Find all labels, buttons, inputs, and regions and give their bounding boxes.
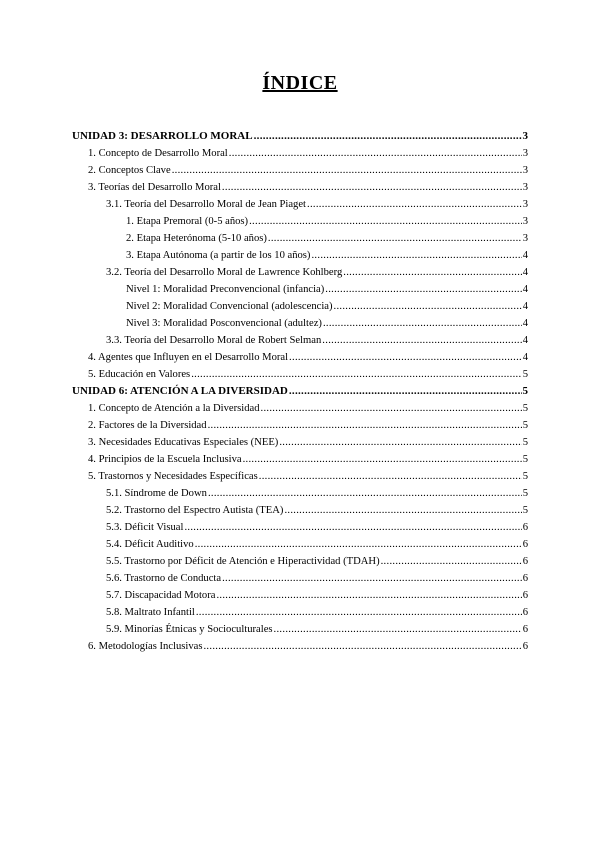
toc-page-number: 3 — [522, 148, 528, 159]
toc-entry[interactable] — [126, 298, 528, 315]
toc-page-number: 5 — [522, 403, 528, 414]
toc-entry[interactable] — [106, 264, 528, 281]
toc-page-number: 5 — [522, 505, 528, 516]
toc-entry-text: 5.7. Discapacidad Motora — [106, 590, 216, 601]
table-of-contents — [0, 128, 600, 655]
toc-entry-text: UNIDAD 6: ATENCIÓN A LA DIVERSIDAD — [72, 385, 288, 397]
dot-leader — [334, 298, 522, 315]
toc-page-number: 6 — [522, 573, 528, 584]
toc-entry-text: 1. Etapa Premoral (0-5 años) — [126, 216, 249, 227]
toc-entry-text: 5.5. Trastorno por Déficit de Atención e Hiperactividad (TDAH) — [106, 556, 380, 567]
toc-page-number: 3 — [522, 233, 528, 244]
dot-leader — [322, 332, 521, 349]
toc-entry[interactable] — [88, 162, 528, 179]
dot-leader — [325, 281, 521, 298]
toc-entry[interactable] — [126, 247, 528, 264]
dot-leader — [284, 502, 521, 519]
toc-entry-text: Nivel 2: Moralidad Convencional (adolescencia) — [126, 301, 333, 312]
dot-leader — [195, 536, 522, 553]
toc-page-number: 6 — [522, 607, 528, 618]
toc-page-number: 4 — [522, 284, 528, 295]
dot-leader — [259, 468, 522, 485]
toc-page-number: 6 — [522, 590, 528, 601]
toc-entry-text: 5.3. Déficit Visual — [106, 522, 184, 533]
toc-entry-text: 5.2. Trastorno del Espectro Autista (TEA) — [106, 505, 284, 516]
toc-page-number: 3 — [522, 216, 528, 227]
toc-entry[interactable] — [88, 145, 528, 162]
dot-leader — [381, 553, 522, 570]
toc-page-number: 5 — [522, 369, 528, 380]
toc-entry-text: 5.8. Maltrato Infantil — [106, 607, 195, 618]
toc-entry[interactable] — [72, 383, 528, 400]
toc-entry-text: Nivel 1: Moralidad Preconvencional (infancia) — [126, 284, 325, 295]
toc-page-number: 3 — [522, 182, 528, 193]
dot-leader — [279, 434, 521, 451]
toc-entry[interactable] — [88, 179, 528, 196]
toc-entry[interactable] — [72, 128, 528, 145]
toc-entry-text: 3.3. Teoría del Desarrollo Moral de Robert Selman — [106, 335, 322, 346]
dot-leader — [254, 128, 522, 145]
dot-leader — [261, 400, 522, 417]
dot-leader — [268, 230, 522, 247]
toc-entry[interactable] — [88, 434, 528, 451]
dot-leader — [208, 485, 522, 502]
toc-entry[interactable] — [88, 468, 528, 485]
toc-page-number: 5 — [522, 385, 528, 397]
toc-page-number: 6 — [522, 624, 528, 635]
toc-entry-text: 5.9. Minorías Étnicas y Socioculturales — [106, 624, 273, 635]
toc-entry[interactable] — [106, 570, 528, 587]
toc-entry-text: 4. Agentes que Influyen en el Desarrollo Moral — [88, 352, 289, 363]
toc-page-number: 4 — [522, 250, 528, 261]
toc-entry[interactable] — [88, 417, 528, 434]
toc-entry[interactable] — [106, 536, 528, 553]
toc-entry-text: 3. Teorías del Desarrollo Moral — [88, 182, 221, 193]
dot-leader — [289, 349, 522, 366]
toc-entry-text: 2. Factores de la Diversidad — [88, 420, 207, 431]
toc-page-number: 6 — [522, 641, 528, 652]
toc-entry-text: 3. Etapa Autónoma (a partir de los 10 años) — [126, 250, 311, 261]
toc-entry[interactable] — [106, 196, 528, 213]
dot-leader — [323, 315, 522, 332]
dot-leader — [222, 179, 522, 196]
toc-entry[interactable] — [106, 485, 528, 502]
toc-entry-text: 5.6. Trastorno de Conducta — [106, 573, 222, 584]
toc-entry-text: 1. Concepto de Desarrollo Moral — [88, 148, 228, 159]
toc-page-number: 3 — [522, 165, 528, 176]
toc-page-number: 4 — [522, 318, 528, 329]
toc-entry-text: Nivel 3: Moralidad Posconvencional (adultez) — [126, 318, 322, 329]
dot-leader — [222, 570, 522, 587]
toc-entry[interactable] — [88, 638, 528, 655]
toc-entry[interactable] — [126, 315, 528, 332]
toc-entry-text: 5.4. Déficit Auditivo — [106, 539, 194, 550]
dot-leader — [208, 417, 522, 434]
toc-page-number: 5 — [522, 471, 528, 482]
toc-entry-text: 5. Trastornos y Necesidades Específicas — [88, 471, 258, 482]
toc-entry[interactable] — [88, 451, 528, 468]
dot-leader — [216, 587, 521, 604]
toc-page-number: 3 — [522, 199, 528, 210]
dot-leader — [249, 213, 522, 230]
dot-leader — [243, 451, 522, 468]
toc-page-number: 4 — [522, 267, 528, 278]
toc-entry[interactable] — [88, 366, 528, 383]
toc-entry-text: 3.1. Teoría del Desarrollo Moral de Jean Piaget — [106, 199, 306, 210]
toc-entry-text: 3. Necesidades Educativas Especiales (NEE) — [88, 437, 279, 448]
dot-leader — [196, 604, 522, 621]
toc-entry[interactable] — [106, 587, 528, 604]
toc-entry-text: 3.2. Teoría del Desarrollo Moral de Lawrence Kohlberg — [106, 267, 343, 278]
dot-leader — [191, 366, 522, 383]
toc-entry-text: 2. Etapa Heterónoma (5-10 años) — [126, 233, 267, 244]
toc-entry-text: UNIDAD 3: DESARROLLO MORAL — [72, 130, 253, 142]
toc-page-number: 6 — [522, 556, 528, 567]
toc-page-number: 4 — [522, 301, 528, 312]
toc-entry-text: 2. Conceptos Clave — [88, 165, 171, 176]
toc-entry[interactable] — [88, 400, 528, 417]
toc-entry-text: 1. Concepto de Atención a la Diversidad — [88, 403, 260, 414]
toc-page-number: 5 — [522, 437, 528, 448]
toc-page-number: 5 — [522, 454, 528, 465]
toc-page-number: 4 — [522, 335, 528, 346]
toc-entry-text: 6. Metodologías Inclusivas — [88, 641, 203, 652]
toc-entry-text: 5.1. Síndrome de Down — [106, 488, 207, 499]
dot-leader — [343, 264, 521, 281]
toc-entry[interactable] — [126, 230, 528, 247]
toc-entry[interactable] — [126, 281, 528, 298]
toc-entry[interactable] — [88, 349, 528, 366]
toc-page-number: 5 — [522, 420, 528, 431]
dot-leader — [289, 383, 522, 400]
toc-page-number: 5 — [522, 488, 528, 499]
page-title: ÍNDICE — [262, 72, 338, 94]
toc-page-number: 6 — [522, 522, 528, 533]
toc-entry[interactable] — [106, 621, 528, 638]
toc-entry[interactable] — [106, 332, 528, 349]
dot-leader — [172, 162, 522, 179]
dot-leader — [307, 196, 522, 213]
toc-entry[interactable] — [126, 213, 528, 230]
dot-leader — [184, 519, 521, 536]
toc-page-number: 4 — [522, 352, 528, 363]
toc-entry[interactable] — [106, 502, 528, 519]
dot-leader — [274, 621, 522, 638]
toc-page-number: 3 — [522, 130, 528, 142]
dot-leader — [311, 247, 521, 264]
toc-entry[interactable] — [106, 519, 528, 536]
toc-entry[interactable] — [106, 553, 528, 570]
toc-page-number: 6 — [522, 539, 528, 550]
toc-entry-text: 5. Educación en Valores — [88, 369, 191, 380]
toc-entry[interactable] — [106, 604, 528, 621]
dot-leader — [203, 638, 521, 655]
toc-entry-text: 4. Principios de la Escuela Inclusiva — [88, 454, 242, 465]
dot-leader — [229, 145, 522, 162]
